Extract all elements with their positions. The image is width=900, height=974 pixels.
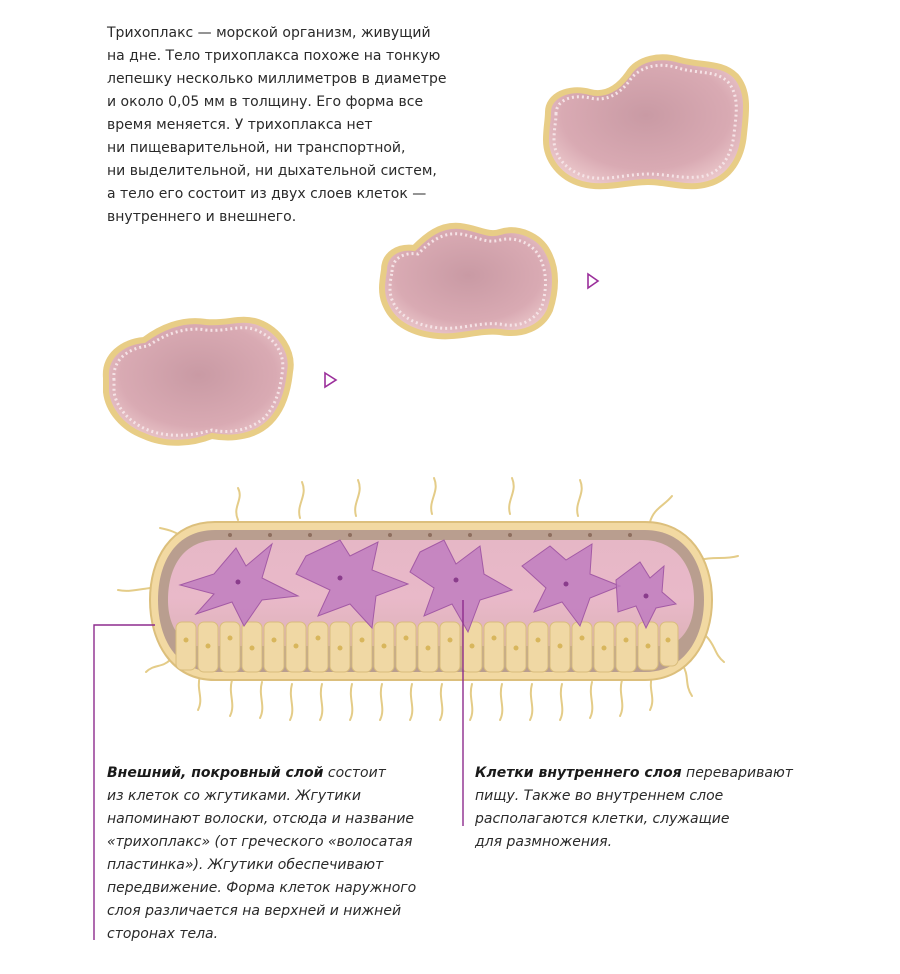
caption-inner-title: Клетки внутреннего слоя xyxy=(475,765,682,781)
caption-line: располагаются клетки, служащие xyxy=(475,811,730,827)
intro-line: внутреннего и внешнего. xyxy=(107,209,297,225)
intro-line: а тело его состоит из двух слоев клеток — xyxy=(107,186,427,202)
intro-line: ни пищеварительной, ни транспортной, xyxy=(107,140,406,156)
intro-line: ни выделительной, ни дыхательной систем, xyxy=(107,163,437,179)
arrow-right-icon xyxy=(588,274,598,288)
caption-line: сторонах тела. xyxy=(107,926,219,942)
caption-line: переваривают xyxy=(681,765,793,781)
intro-line: время меняется. У трихоплакса нет xyxy=(107,117,373,133)
caption-line: напоминают волоски, отсюда и название xyxy=(107,811,415,827)
arrow-right-icon xyxy=(325,373,336,387)
caption-inner-layer xyxy=(475,762,805,854)
intro-line: Трихоплакс — морской организм, живущий xyxy=(107,25,431,41)
caption-line: для размножения. xyxy=(475,834,613,850)
trichoplax-shape-2 xyxy=(382,226,555,337)
caption-line: состоит xyxy=(323,765,386,781)
cross-section xyxy=(118,478,738,720)
caption-line: пищу. Также во внутреннем слое xyxy=(475,788,724,804)
intro-line: и около 0,05 мм в толщину. Его форма все xyxy=(107,94,424,110)
caption-line: «трихоплакс» (от греческого «волосатая xyxy=(107,834,413,850)
intro-line: лепешку несколько миллиметров в диаметре xyxy=(107,71,447,87)
intro-paragraph xyxy=(107,22,457,229)
trichoplax-shape-1 xyxy=(546,57,746,186)
caption-outer-layer xyxy=(107,762,417,946)
caption-outer-title: Внешний, покровный слой xyxy=(107,765,324,781)
trichoplax-shape-3 xyxy=(106,320,291,443)
caption-line: пластинка»). Жгутики обеспечивают xyxy=(107,857,384,873)
intro-line: на дне. Тело трихоплакса похоже на тонкую xyxy=(107,48,441,64)
caption-line: слоя различается на верхней и нижней xyxy=(107,903,402,919)
caption-line: передвижение. Форма клеток наружного xyxy=(107,880,417,896)
caption-line: из клеток со жгутиками. Жгутики xyxy=(107,788,361,804)
